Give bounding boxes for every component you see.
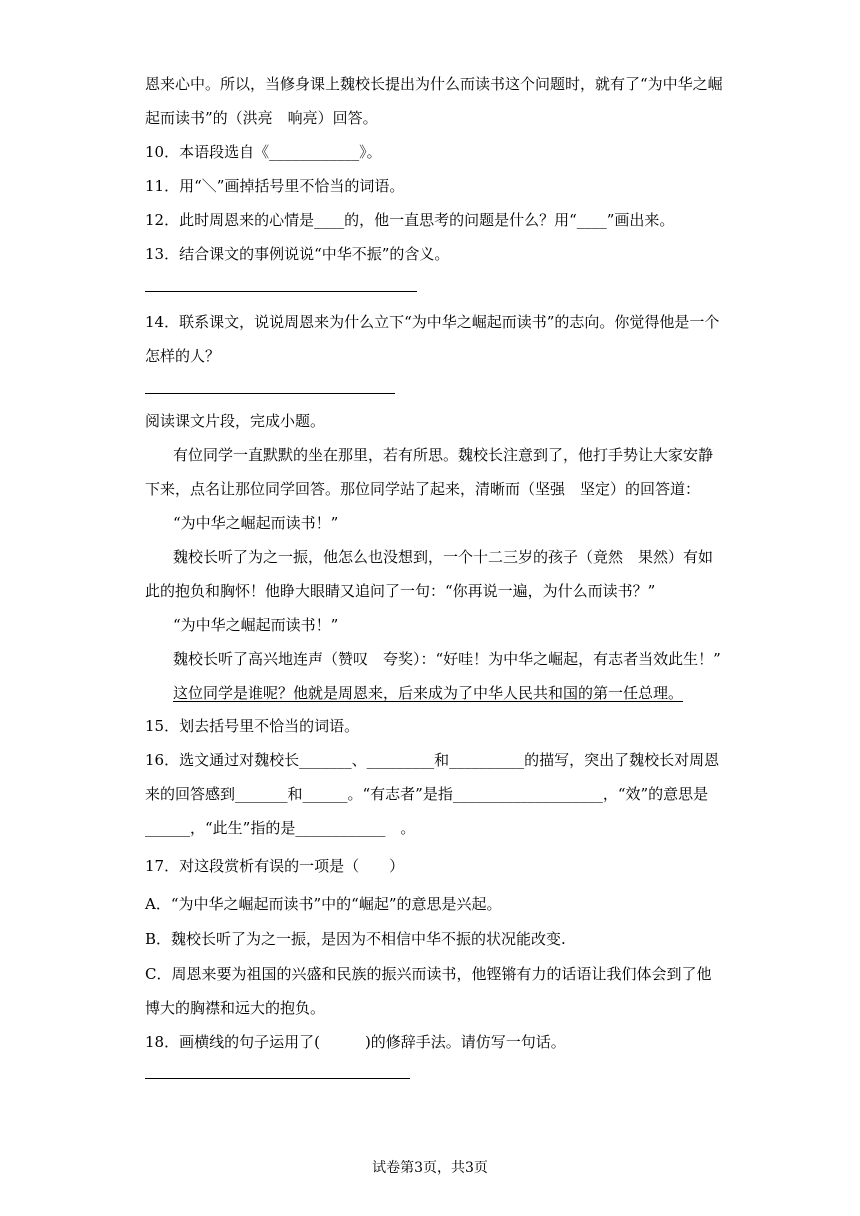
question-12: 12．此时周恩来的心情是____的，他一直思考的问题是什么？用“____”画出来。 — [145, 211, 675, 229]
answer-line — [145, 291, 417, 292]
question-16-cont: 来的回答感到_______和______。“有志者”是指____________________，“效”的意思是 — [145, 785, 709, 803]
question-17: 17．对这段赏析有误的一项是（ ） — [145, 857, 405, 875]
answer-line — [145, 393, 395, 394]
page-footer: 试卷第3页，共3页 — [372, 1160, 488, 1176]
question-18: 18．画横线的句子运用了( )的修辞手法。请仿写一句话。 — [145, 1033, 566, 1051]
question-13: 13．结合课文的事例说说“中华不振”的含义。 — [145, 245, 450, 263]
question-16-cont: ______，“此生”指的是____________ 。 — [145, 819, 416, 837]
question-11: 11．用“＼”画掉括号里不恰当的词语。 — [145, 177, 405, 195]
question-14-cont: 怎样的人？ — [145, 347, 221, 365]
question-14: 14．联系课文，说说周恩来为什么立下“为中华之崛起而读书”的志向。你觉得他是一个 — [145, 313, 720, 331]
passage-line: “为中华之崛起而读书！” — [173, 514, 339, 532]
option-c-cont: 博大的胸襟和远大的抱负。 — [145, 999, 326, 1017]
section-instruction: 阅读课文片段，完成小题。 — [145, 412, 326, 430]
passage-line: “为中华之崛起而读书！” — [173, 616, 339, 634]
passage-line: 有位同学一直默默的坐在那里，若有所思。魏校长注意到了，他打手势让大家安静 — [173, 446, 714, 464]
passage-line: 恩来心中。所以，当修身课上魏校长提出为什么而读书这个问题时，就有了“为中华之崛 — [145, 75, 723, 93]
question-10: 10．本语段选自《____________》。 — [145, 143, 382, 161]
option-c: C．周恩来要为祖国的兴盛和民族的振兴而读书，他铿锵有力的话语让我们体会到了他 — [145, 965, 712, 983]
answer-line — [145, 1078, 410, 1079]
passage-line: 下来，点名让那位同学回答。那位同学站了起来，清晰而（坚强 坚定）的回答道： — [145, 480, 701, 498]
passage-line: 起而读书”的（洪亮 响亮）回答。 — [145, 109, 378, 127]
underlined-sentence: 这位同学是谁呢？他就是周恩来，后来成为了中华人民共和国的第一任总理。 — [173, 684, 684, 702]
option-a: A．“为中华之崛起而读书”中的“崛起”的意思是兴起。 — [145, 895, 502, 913]
option-b: B．魏校长听了为之一振，是因为不相信中华不振的状况能改变. — [145, 930, 566, 948]
passage-line: 魏校长听了为之一振，他怎么也没想到，一个十二三岁的孩子（竟然 果然）有如 — [173, 548, 714, 566]
passage-line: 此的抱负和胸怀！他睁大眼睛又追问了一句：“你再说一遍，为什么而读书？” — [145, 582, 656, 600]
passage-line: 魏校长听了高兴地连声（赞叹 夸奖）：“好哇！为中华之崛起，有志者当效此生！” — [173, 650, 721, 668]
question-16: 16．选文通过对魏校长_______、_________和__________的描写，突出了魏校长对周恩 — [145, 751, 720, 769]
question-15: 15．划去括号里不恰当的词语。 — [145, 717, 360, 735]
